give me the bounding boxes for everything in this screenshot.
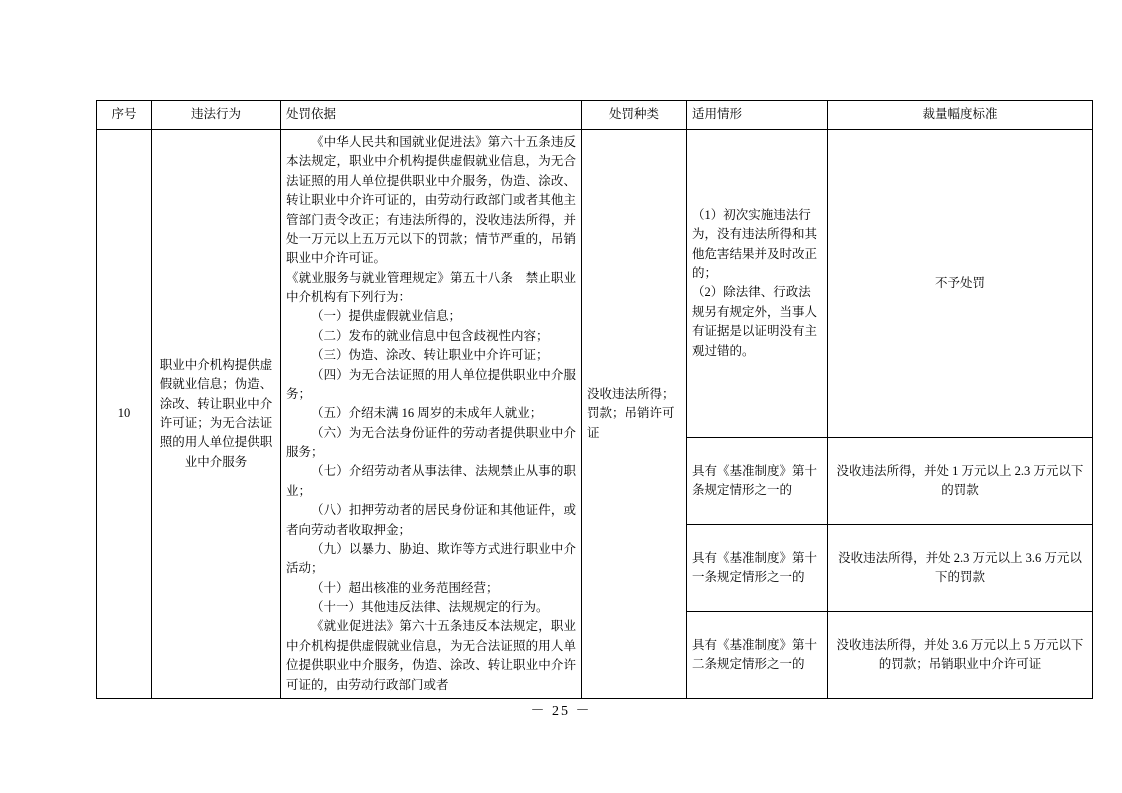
- basis-paragraph: （八）扣押劳动者的居民身份证和其他证件，或者向劳动者收取押金；: [286, 503, 576, 537]
- case-line: 具有《基准制度》第十二条规定情形之一的: [692, 637, 818, 671]
- basis-paragraph: （五）介绍未满 16 周岁的未成年人就业；: [311, 406, 543, 421]
- case-line: 具有《基准制度》第十条规定情形之一的: [692, 463, 818, 497]
- cell-applicable-case: [687, 611, 828, 698]
- column-header-seq: 序号: [97, 101, 152, 130]
- cell-applicable-case: [687, 437, 828, 524]
- cell-penalty-kind: 没收违法所得；罚款；吊销许可证: [582, 130, 687, 699]
- cell-discretion-standard: 没收违法所得，并处 3.6 万元以上 5 万元以下的罚款；吊销职业中介许可证: [828, 611, 1093, 698]
- penalty-discretion-table: [96, 100, 1093, 699]
- basis-paragraph: （四）为无合法证照的用人单位提供职业中介服务；: [286, 367, 576, 401]
- basis-paragraph: （七）介绍劳动者从事法律、法规禁止从事的职业；: [286, 464, 576, 498]
- case-line: （1）初次实施违法行为，没有违法所得和其他危害结果并及时改正的；: [692, 207, 818, 281]
- basis-paragraph: （十）超出核准的业务范围经营；: [311, 580, 499, 595]
- cell-illegal-act: 职业中介机构提供虚假就业信息；伪造、涂改、转让职业中介许可证；为无合法证照的用人单位提供职业中介服务: [152, 130, 281, 699]
- table-row: [97, 130, 1093, 438]
- column-header-case: 适用情形: [687, 101, 828, 130]
- basis-paragraph: （一）提供虚假就业信息；: [311, 309, 462, 324]
- cell-discretion-standard: 没收违法所得，并处 1 万元以上 2.3 万元以下的罚款: [828, 437, 1093, 524]
- case-line: （2）除法律、行政法规另有规定外，当事人有证据是以证明没有主观过错的。: [692, 285, 818, 358]
- table-header-row: [97, 101, 1093, 130]
- basis-paragraph: （六）为无合法身份证件的劳动者提供职业中介服务；: [286, 425, 576, 459]
- table-header: [97, 101, 1093, 130]
- table-body: [97, 130, 1093, 699]
- basis-paragraph: 《就业服务与就业管理规定》第五十八条 禁止职业中介机构有下列行为：: [286, 270, 576, 304]
- case-line: 具有《基准制度》第十一条规定情形之一的: [692, 550, 818, 584]
- basis-paragraph: （九）以暴力、胁迫、欺诈等方式进行职业中介活动；: [286, 541, 576, 576]
- column-header-kind: 处罚种类: [582, 101, 687, 130]
- cell-discretion-standard: 不予处罚: [828, 130, 1093, 438]
- cell-sequence-number: 10: [97, 130, 152, 699]
- basis-paragraph: （二）发布的就业信息中包含歧视性内容；: [311, 328, 549, 343]
- cell-discretion-standard: 没收违法所得，并处 2.3 万元以上 3.6 万元以下的罚款: [828, 524, 1093, 611]
- column-header-basis: 处罚依据: [281, 101, 582, 130]
- cell-applicable-case: [687, 524, 828, 611]
- column-header-standard: 裁量幅度标准: [828, 101, 1093, 130]
- page-number: － 25 －: [530, 704, 592, 719]
- basis-paragraph: 《就业促进法》第六十五条违反本法规定，职业中介机构提供虚假就业信息，为无合法证照的用人单位提供职业中介服务，伪造、涂改、转让职业中介许可证的，由劳动行政部门或者: [286, 619, 576, 692]
- cell-penalty-basis: [281, 130, 582, 699]
- cell-applicable-case: [687, 130, 828, 438]
- basis-paragraph: （三）伪造、涂改、转让职业中介许可证；: [311, 348, 549, 363]
- basis-paragraph: 《中华人民共和国就业促进法》第六十五条违反本法规定，职业中介机构提供虚假就业信息，为无合法证照的用人单位提供职业中介服务，伪造、涂改、转让职业中介许可证的，由劳动行政部门或者其他主管部门责令改正；有违法所得的，没收违法所得，并处一万元以上五万元以下的罚款；情节严重的，吊销职业中介许可证。: [286, 135, 576, 266]
- column-header-act: 违法行为: [152, 101, 281, 130]
- basis-paragraph: （十一）其他违反法律、法规规定的行为。: [311, 600, 549, 614]
